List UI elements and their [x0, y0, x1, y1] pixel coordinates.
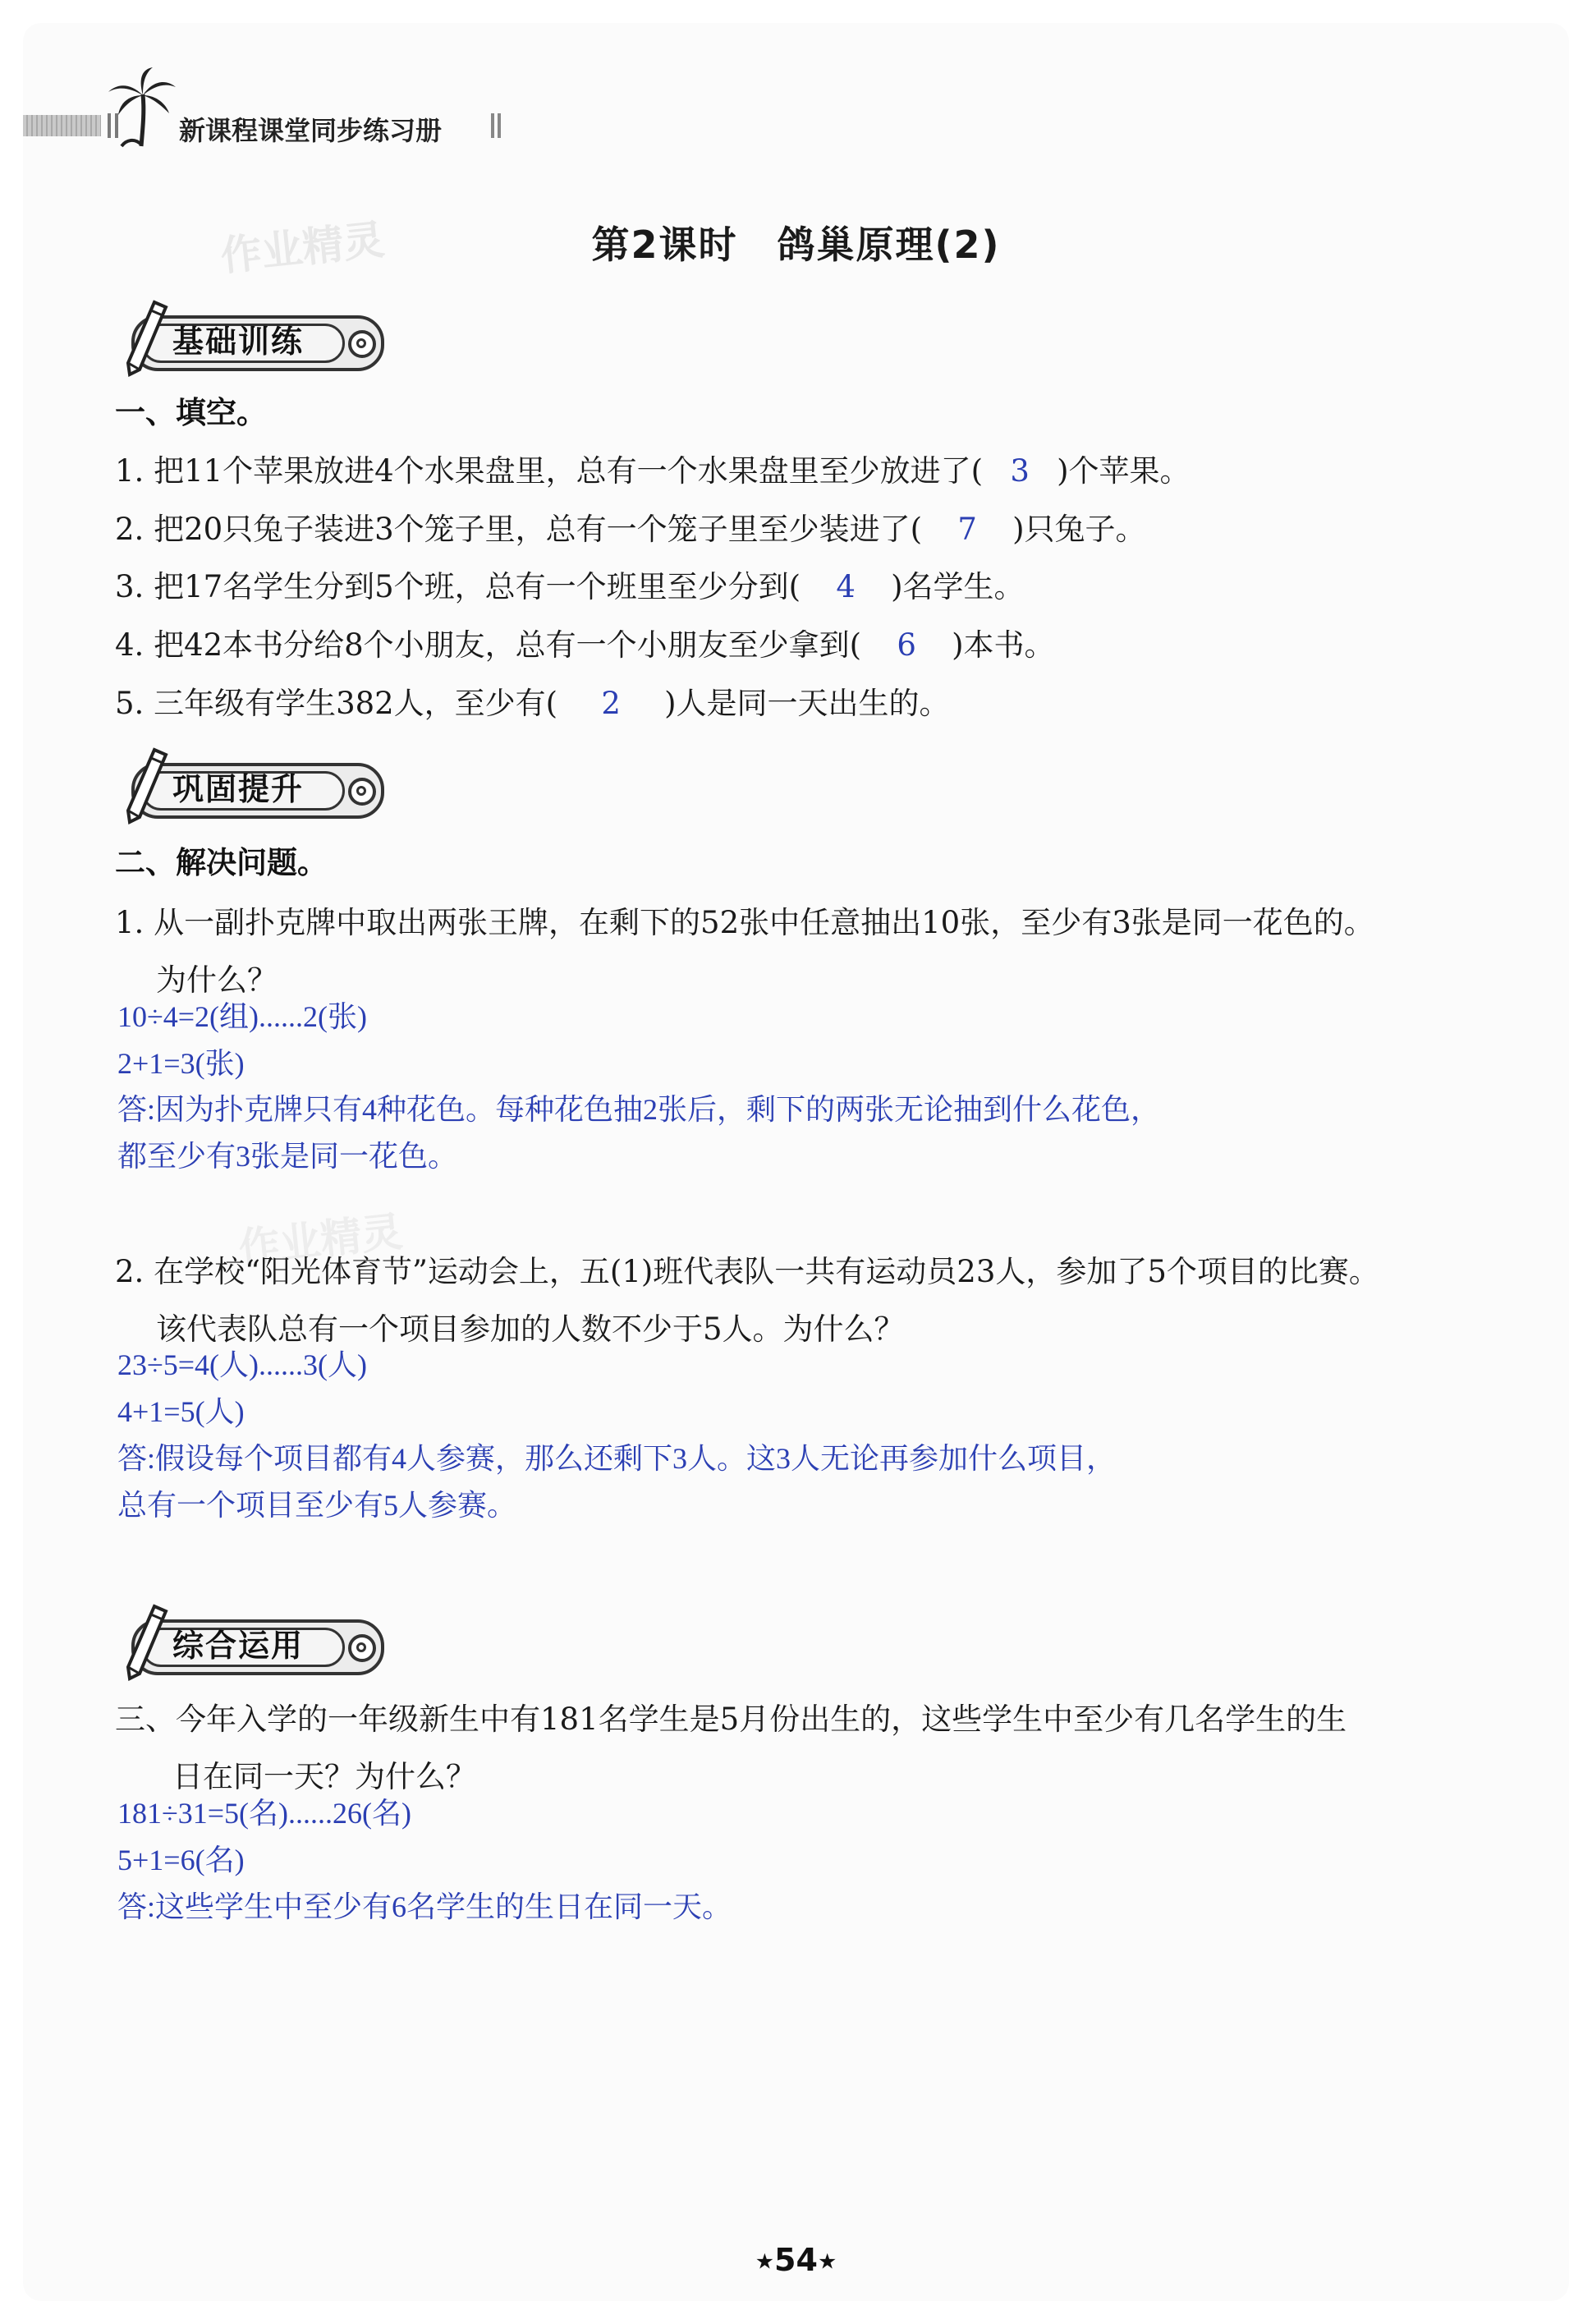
q2-answer-line: 答:假设每个项目都有4人参赛，那么还剩下3人。这3人无论再参加什么项目，	[117, 1442, 1117, 1475]
badge-label: 基础训练	[172, 324, 305, 360]
q1-work-line: 10÷4=2(组)......2(张)	[117, 1000, 368, 1033]
part1-heading: 一、填空。	[115, 395, 267, 430]
q2-work-line: 4+1=5(人)	[117, 1395, 245, 1428]
question-2-text: 2. 在学校“阳光体育节”运动会上，五(1)班代表队一共有运动员23人，参加了5个项目的比赛。	[115, 1254, 1379, 1289]
fill-item: 3. 把17名学生分到5个班，总有一个班里至少分到( 4 )名学生。	[115, 569, 1025, 604]
header-bar	[23, 115, 101, 136]
answer-value: 2	[601, 686, 621, 721]
star-icon: ★	[755, 2249, 775, 2275]
part2-heading: 二、解决问题。	[115, 845, 328, 880]
answer-value: 6	[897, 627, 916, 663]
q1-answer-line: 都至少有3张是同一花色。	[117, 1140, 458, 1173]
watermark: 作业精灵	[236, 1207, 405, 1273]
pencil-icon	[115, 746, 172, 824]
question-1-text-cont: 为什么？	[156, 962, 278, 998]
q1-answer-line: 答:因为扑克牌只有4种花色。每种花色抽2张后，剩下的两张无论抽到什么花色，	[117, 1093, 1161, 1126]
answer-value: 4	[836, 569, 856, 604]
page-number	[0, 2242, 1592, 2278]
ring-icon	[348, 1634, 376, 1662]
section-badge-consolidate	[115, 751, 394, 819]
q3-answer-line: 答:这些学生中至少有6名学生的生日在同一天。	[117, 1890, 732, 1923]
section-badge-application	[115, 1608, 394, 1675]
fill-item: 5. 三年级有学生382人，至少有( 2 )人是同一天出生的。	[115, 686, 950, 721]
answer-value: 7	[957, 512, 977, 547]
q3-work-line: 5+1=6(名)	[117, 1844, 245, 1876]
question-3-text-cont: 日在同一天？为什么？	[172, 1759, 476, 1794]
fill-item: 4. 把42本书分给8个小朋友，总有一个小朋友至少拿到( 6 )本书。	[115, 627, 1055, 663]
badge-label: 巩固提升	[172, 771, 305, 807]
section-badge-basic	[115, 304, 394, 371]
header-end-marks	[491, 113, 502, 138]
ring-icon	[348, 778, 376, 806]
fill-item: 1. 把11个苹果放进4个水果盘里，总有一个水果盘里至少放进了( 3 )个苹果。	[115, 453, 1191, 489]
pencil-icon	[115, 299, 172, 377]
ring-icon	[348, 330, 376, 358]
book-header	[23, 105, 516, 146]
q3-work-line: 181÷31=5(名)......26(名)	[117, 1797, 412, 1830]
lesson-title: 第2课时 鸽巢原理(2)	[591, 223, 1001, 267]
badge-label: 综合运用	[172, 1628, 305, 1664]
watermark: 作业精灵	[218, 215, 387, 281]
answer-value: 3	[1010, 453, 1030, 489]
question-1-text: 1. 从一副扑克牌中取出两张王牌，在剩下的52张中任意抽出10张，至少有3张是同一花色的。	[115, 905, 1374, 940]
question-3-text: 三、今年入学的一年级新生中有181名学生是5月份出生的，这些学生中至少有几名学生的生	[115, 1702, 1347, 1737]
q1-work-line: 2+1=3(张)	[117, 1047, 245, 1080]
book-title: 新课程课堂同步练习册	[179, 115, 443, 146]
fill-item: 2. 把20只兔子装进3个笼子里，总有一个笼子里至少装进了( 7 )只兔子。	[115, 512, 1146, 547]
q2-answer-line: 总有一个项目至少有5人参赛。	[117, 1489, 517, 1522]
palm-tree-icon	[105, 66, 179, 148]
q2-work-line: 23÷5=4(人)......3(人)	[117, 1348, 368, 1381]
question-2-text-cont: 该代表队总有一个项目参加的人数不少于5人。为什么？	[156, 1311, 905, 1347]
pencil-icon	[115, 1603, 172, 1681]
page-number-value: 54	[774, 2242, 818, 2278]
star-icon: ★	[817, 2249, 837, 2275]
